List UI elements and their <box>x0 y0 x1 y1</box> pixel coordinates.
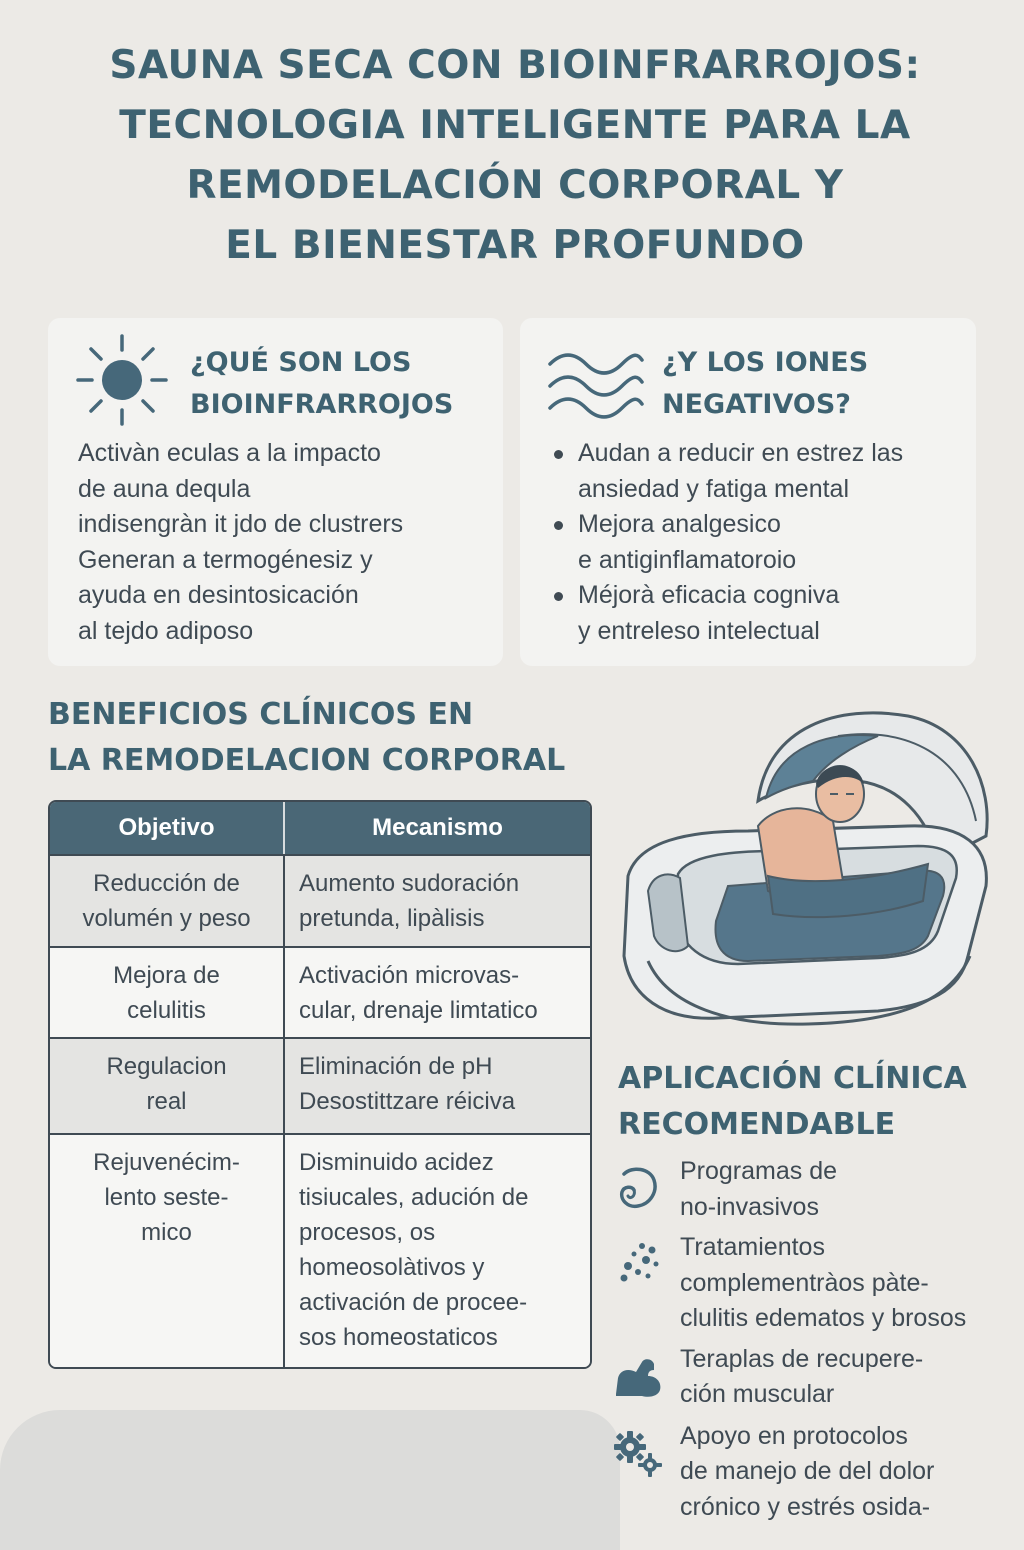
list-item-line: no-invasivos <box>680 1192 819 1221</box>
body-line: Generan a termogénesiz y <box>78 545 373 574</box>
list-item <box>550 507 903 578</box>
stomach-icon <box>610 1160 666 1216</box>
title-line: EL BIENESTAR PROFUNDO <box>225 223 805 268</box>
objetivo-cell <box>50 1133 285 1367</box>
list-item <box>608 1230 1018 1337</box>
heading-line: NEGATIVOS? <box>662 389 851 420</box>
mecanismo-cell <box>285 1133 590 1367</box>
bioinfrarrojos-body <box>78 436 403 649</box>
objetivo-cell <box>50 946 285 1037</box>
cell-line: Mejora de <box>113 962 220 989</box>
body-line: al tejdo adiposo <box>78 616 254 645</box>
list-item-line: ansiedad y fatiga mental <box>578 474 850 503</box>
cell-line: volumén y peso <box>82 905 251 932</box>
cell-line: Disminuido acidez <box>299 1149 494 1176</box>
heading-line: BIOINFRARROJOS <box>190 389 454 420</box>
heading-line: ¿QUÉ SON LOS <box>190 347 412 378</box>
cell-line: tisiucales, adución de <box>299 1184 529 1211</box>
cell-line: Reducción de <box>93 870 240 897</box>
table-row <box>50 854 590 946</box>
objetivo-cell <box>50 854 285 946</box>
table-row <box>50 946 590 1037</box>
cell-line: lento seste- <box>104 1184 229 1211</box>
page-title <box>20 36 1010 276</box>
sun-icon <box>74 332 170 428</box>
heading-line: ¿Y LOS IONES <box>662 347 869 378</box>
table-row <box>50 1133 590 1367</box>
body-line: ayuda en desintosicación <box>78 581 359 609</box>
list-item-line: ción muscular <box>680 1380 835 1408</box>
cell-line: homeosolàtivos y <box>299 1254 485 1281</box>
cell-line: Eliminación de pH <box>299 1053 493 1080</box>
cell-line: Activación microvas- <box>299 962 520 989</box>
title-line: REMODELACIÓN CORPORAL Y <box>186 163 844 208</box>
application-title <box>618 1056 967 1148</box>
list-item-line: Apoyo en protocolos <box>680 1421 908 1450</box>
list-item-line: de manejo de del dolor <box>680 1457 935 1485</box>
cell-line: cular, drenaje limtatico <box>299 997 538 1024</box>
list-item-line: Tratamientos <box>680 1233 825 1261</box>
iones-list <box>550 436 903 649</box>
cell-line: Desostittzare réiciva <box>299 1088 516 1115</box>
iones-card <box>520 318 976 666</box>
mecanismo-cell <box>285 854 590 946</box>
cell-line: pretunda, lipàlisis <box>299 905 485 932</box>
list-item-line: Mejora analgesico <box>578 510 781 538</box>
background-shape <box>0 1410 620 1550</box>
list-item-line: crónico y estrés osida- <box>680 1492 931 1521</box>
cell-line: celulitis <box>127 997 206 1024</box>
application-list <box>608 1154 1018 1525</box>
section-title-line: LA REMODELACION CORPORAL <box>48 743 566 778</box>
section-title-line: BENEFICIOS CLÍNICOS EN <box>48 697 474 732</box>
cell-line: procesos, os <box>299 1219 436 1246</box>
column-header-mecanismo: Mecanismo <box>285 802 590 854</box>
list-item <box>608 1419 1018 1526</box>
benefits-table <box>48 800 592 1369</box>
list-item <box>550 436 903 507</box>
cell-line: mico <box>141 1219 192 1246</box>
title-line: TECNOLOGIA INTELIGENTE PARA LA <box>119 103 911 148</box>
list-item <box>550 578 903 649</box>
cell-line: Aumento sudoración <box>299 870 520 897</box>
benefits-title <box>48 692 565 784</box>
title-line: SAUNA SECA CON BIOINFRARROJOS: <box>109 43 921 88</box>
body-line: Activàn eculas a la impacto <box>78 439 381 467</box>
table-header-row <box>50 802 590 854</box>
cell-line: real <box>146 1088 187 1115</box>
section-title-line: RECOMENDABLE <box>618 1107 896 1142</box>
list-item <box>608 1154 1018 1225</box>
list-item-line: Teraplas de recupere- <box>680 1344 924 1373</box>
mecanismo-cell <box>285 946 590 1037</box>
sauna-pod-illustration <box>608 706 998 1036</box>
column-header-objetivo: Objetivo <box>50 802 285 854</box>
mecanismo-cell <box>285 1037 590 1133</box>
list-item-line: Programas de <box>680 1157 838 1185</box>
list-item-line: Audan a reducir en estrez las <box>578 439 904 467</box>
section-title-line: APLICACIÓN CLÍNICA <box>618 1061 967 1096</box>
cell-line: sos homeostaticos <box>299 1324 498 1351</box>
cell-line: Regulacion <box>106 1053 227 1080</box>
body-line: de auna dequla <box>78 474 251 503</box>
objetivo-cell <box>50 1037 285 1133</box>
bioinfrarrojos-heading <box>190 342 453 426</box>
table-row <box>50 1037 590 1133</box>
waves-icon <box>546 346 646 426</box>
bioinfrarrojos-card <box>48 318 503 666</box>
list-item-line: e antiginflamatoroio <box>578 545 797 574</box>
cell-line: activación de procee- <box>299 1289 528 1316</box>
list-item-line: clulitis edematos y brosos <box>680 1304 967 1332</box>
list-item-line: complementràos pàte- <box>680 1268 929 1297</box>
list-item-line: Méjorà eficacia cogniva <box>578 581 840 609</box>
cell-line: Rejuvenécim- <box>93 1149 240 1176</box>
list-item-line: y entreleso intelectual <box>578 616 820 645</box>
iones-heading <box>662 342 868 426</box>
dots-icon <box>610 1236 666 1292</box>
gears-icon <box>610 1425 666 1481</box>
body-line: indisengràn it jdo de clustrers <box>78 510 404 538</box>
muscle-icon <box>610 1348 666 1404</box>
list-item <box>608 1342 1018 1413</box>
